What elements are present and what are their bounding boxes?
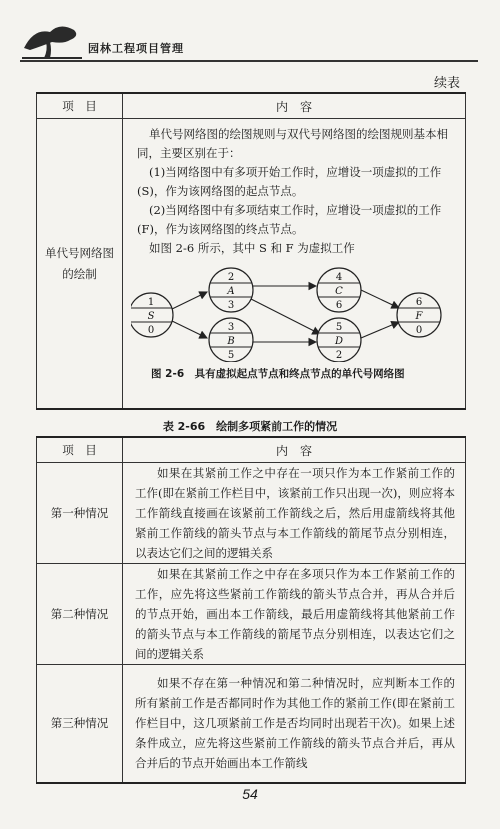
arrow-S-B bbox=[170, 320, 207, 338]
row-label: 第三种情况 bbox=[37, 665, 123, 783]
row-content bbox=[123, 119, 466, 410]
table-header-row bbox=[37, 93, 466, 119]
node-number: 4 bbox=[335, 272, 343, 283]
node-label: S bbox=[147, 311, 155, 322]
arrow-S-A bbox=[170, 292, 207, 310]
node-number: 6 bbox=[415, 297, 423, 308]
node-duration: 0 bbox=[415, 325, 423, 336]
row-label-line: 的绘制 bbox=[62, 266, 97, 281]
continued-label: 续表 bbox=[433, 76, 460, 91]
node-duration: 0 bbox=[147, 325, 155, 336]
column-header-item: 项 目 bbox=[37, 437, 123, 463]
node-duration: 3 bbox=[227, 300, 235, 311]
node-A bbox=[209, 268, 253, 312]
row-label: 第一种情况 bbox=[37, 463, 123, 564]
row-label-line: 单代号网络图 bbox=[45, 245, 114, 260]
running-header-title: 园林工程项目管理 bbox=[88, 42, 184, 55]
node-number: 3 bbox=[227, 322, 235, 333]
node-label: D bbox=[334, 336, 344, 347]
node-layer bbox=[131, 268, 441, 362]
table-row bbox=[37, 119, 466, 410]
row-label: 第二种情况 bbox=[37, 564, 123, 665]
node-S bbox=[131, 293, 173, 337]
page-header bbox=[0, 0, 500, 70]
arrow-D-F bbox=[361, 322, 399, 338]
node-B bbox=[209, 318, 253, 362]
node-label: C bbox=[335, 286, 343, 297]
paragraph: (1)当网络图中有多项开始工作时，应增设一项虚拟的工作(S)，作为该网络图的起点节点。 bbox=[137, 165, 442, 198]
paragraph: 如图 2-6 所示，其中 S 和 F 为虚拟工作 bbox=[149, 241, 355, 255]
node-D bbox=[317, 318, 361, 362]
figure-caption: 图 2-6 具有虚拟起点节点和终点节点的单代号网络图 bbox=[151, 368, 405, 380]
precedence-table bbox=[36, 436, 466, 784]
node-duration: 2 bbox=[335, 350, 343, 361]
arrow-C-F bbox=[361, 290, 399, 308]
table-row bbox=[37, 564, 466, 665]
arrow-A-D bbox=[249, 298, 320, 334]
paragraph: 单代号网络图的绘图规则与双代号网络图的绘图规则基本相同，主要区别在于： bbox=[137, 127, 448, 160]
node-number: 1 bbox=[147, 297, 155, 308]
row-content: 如果在其紧前工作之中存在多项只作为本工作紧前工作的工作，应先将这些紧前工作箭线的箭头节点合并，再从合并后的节点开始，画出本工作箭线，最后用虚箭线将其他紧前工作的箭头节点与本工作箭线的箭尾节点分别相连，以表达它们之间的逻辑关系 bbox=[123, 564, 466, 665]
table-row bbox=[37, 665, 466, 783]
tree-logo-icon bbox=[20, 18, 84, 60]
column-header-content: 内 容 bbox=[123, 437, 466, 463]
column-header-item: 项 目 bbox=[37, 93, 123, 119]
node-number: 5 bbox=[335, 322, 343, 333]
continued-table bbox=[36, 92, 466, 410]
table-title: 表 2-66 绘制多项紧前工作的情况 bbox=[162, 420, 338, 433]
node-label: B bbox=[227, 336, 235, 347]
column-header-content: 内 容 bbox=[123, 93, 466, 119]
page-number: 54 bbox=[242, 786, 258, 802]
row-content: 如果在其紧前工作之中存在一项只作为本工作紧前工作的工作(即在紧前工作栏目中，该紧前工作只出现一次)，则应将本工作箭线直接画在该紧前工作箭线之后，然后用虚箭线将其他紧前工作箭线的箭头节点与本工作箭线的箭尾节点分别相连，以表达它们之间的逻辑关系 bbox=[123, 463, 466, 564]
node-number: 2 bbox=[227, 272, 235, 283]
row-label bbox=[37, 119, 123, 410]
header-rule bbox=[20, 60, 478, 62]
paragraph: (2)当网络图中有多项结束工作时，应增设一项虚拟的工作(F)，作为该网络图的终点节点。 bbox=[137, 203, 442, 236]
node-C bbox=[317, 268, 361, 312]
table-row bbox=[37, 463, 466, 564]
content-body bbox=[123, 125, 465, 408]
network-diagram bbox=[131, 262, 461, 362]
row-content: 如果不存在第一种情况和第二种情况时，应判断本工作的所有紧前工作是否都同时作为其他工作的紧前工作(即在紧前工作栏目中，这几项紧前工作是否均同时出现若干次)。如果上述条件成立，应先将这些紧前工作箭线的箭头节点合并后，再从合并后的节点开始画出本工作箭线 bbox=[123, 665, 466, 783]
node-duration: 5 bbox=[227, 350, 235, 361]
node-label: A bbox=[227, 286, 235, 297]
table-header-row bbox=[37, 437, 466, 463]
node-duration: 6 bbox=[335, 300, 343, 311]
node-F bbox=[397, 293, 441, 337]
node-label: F bbox=[415, 311, 423, 322]
